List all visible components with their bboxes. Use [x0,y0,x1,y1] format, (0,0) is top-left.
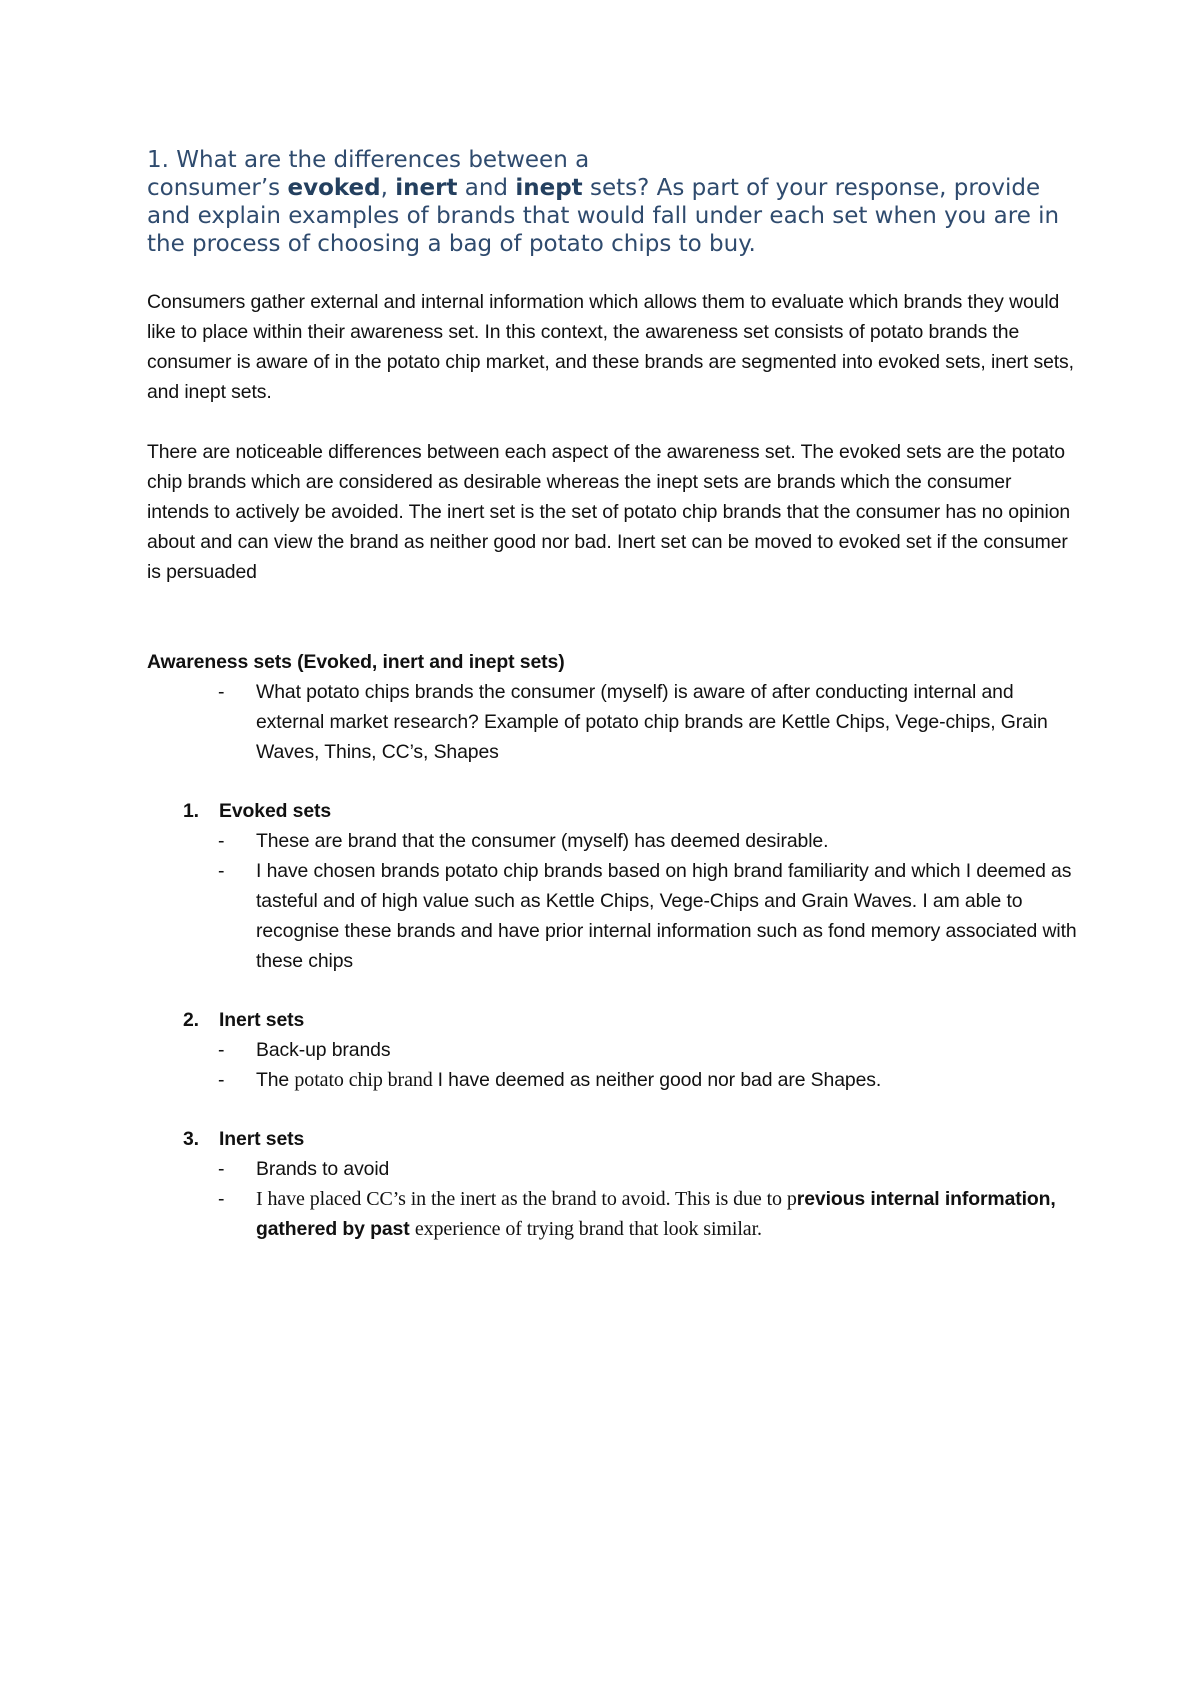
dash-bullet-icon: - [218,681,225,703]
inept-list [218,1154,1078,1244]
question-line-1: 1. What are the differences between a [147,147,590,173]
section-heading-inert [183,1005,304,1035]
question-text: , [380,175,396,201]
question-evoked: evoked [287,175,381,201]
awareness-heading: Awareness sets (Evoked, inert and inept sets) [147,651,565,673]
list-item-text: These are brand that the consumer (myself) has deemed desirable. [256,830,829,852]
paragraph-differences: There are noticeable differences between each aspect of the awareness set. The evoked sets are the potato chip brands which are considered as desirable whereas the inept sets are brands which the consumer intends to actively be avoided. The inert set is the set of potato chip brands that the consumer has no opinion about and can view the brand as neither good nor bad. Inert set can be moved to evoked set if the consumer is persuaded [147,441,1071,583]
section-title: Evoked sets [219,800,332,822]
list-item [218,856,1078,976]
inert-list [218,1035,1078,1095]
list-item-text: What potato chips brands the consumer (myself) is aware of after conducting internal and external market research? Example of potato chip brands are Kettle Chips, Vege-chips, Grain Waves, Thins, CC’s, Shapes [256,681,1048,763]
list-item [218,1035,1078,1065]
list-item-text-bold: revious internal information, gathered by past [256,1188,1056,1240]
dash-bullet-icon: - [218,1158,225,1180]
question-inept: inept [515,175,583,201]
awareness-list [218,677,1078,767]
list-item [218,677,1078,767]
list-item-text: Back-up brands [256,1039,391,1061]
question-inert: inert [395,175,458,201]
list-item-text: Brands to avoid [256,1158,390,1180]
list-item-text: The [256,1069,295,1091]
section-title: Inert sets [219,1009,305,1031]
dash-bullet-icon: - [218,1039,225,1061]
section-number: 2. [183,1009,199,1031]
question-text: and [457,175,516,201]
question-text: sets? As part of your response, provide and explain examples of brands that would fall under each set when you are in the process of choosing a bag of potato chips to buy. [147,175,1060,257]
question-heading [147,146,1087,258]
list-item-text-serif: potato chip brand [294,1069,438,1091]
section-number: 1. [183,800,199,822]
list-item-text: I have chosen brands potato chip brands based on high brand familiarity and which I deemed as tasteful and of high value such as Kettle Chips, Vege-Chips and Grain Waves. I am able to recognise these brands and have prior internal information such as fond memory associated with these chips [256,860,1077,972]
dash-bullet-icon: - [218,830,225,852]
section-number: 3. [183,1128,199,1150]
dash-bullet-icon: - [218,1069,225,1091]
paragraph-intro: Consumers gather external and internal information which allows them to evaluate which brands they would like to place within their awareness set. In this context, the awareness set consists of potato brands the consumer is aware of in the potato chip market, and these brands are segmented into evoked sets, inert sets, and inept sets. [147,291,1074,403]
list-item-text: I have deemed as neither good nor bad are Shapes. [437,1069,882,1091]
section-heading-evoked [183,796,331,826]
list-item-text-serif: I have placed CC’s in the inert as the brand to avoid. This is due to p [256,1188,797,1210]
dash-bullet-icon: - [218,1188,225,1210]
list-item [218,826,1078,856]
list-item [218,1065,1078,1095]
evoked-list [218,826,1078,976]
section-heading-inept [183,1124,304,1154]
list-item [218,1184,1078,1244]
question-text: consumer’s [147,175,288,201]
list-item [218,1154,1078,1184]
list-item-text-serif: experience of trying brand that look similar. [414,1218,762,1240]
section-title: Inert sets [219,1128,305,1150]
dash-bullet-icon: - [218,860,225,882]
